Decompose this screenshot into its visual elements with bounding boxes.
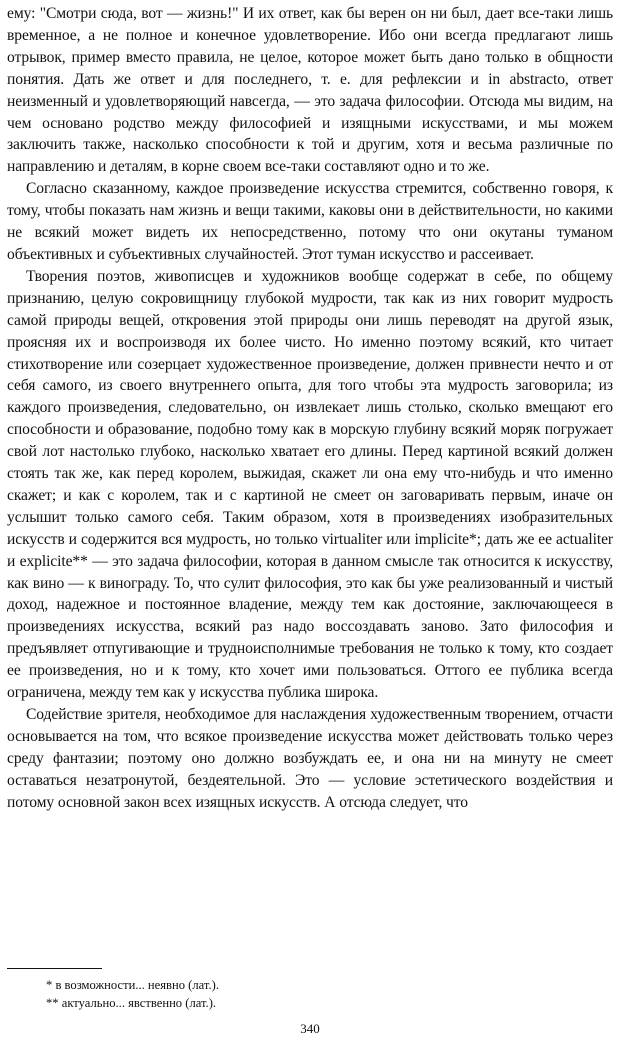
footnotes <box>46 976 219 1012</box>
page-number: 340 <box>300 1021 320 1036</box>
paragraph-2: Согласно сказанному, каждое произведение искусства стремится, собственно говоря, к тому, чтобы показать нам жизнь и вещи такими, каковы они в действительности, но какими не всякий может видеть их непосредственно, потому что они окутаны туманом объективных и субъективных случайностей. Этот туман искусство и рассеивает. <box>7 180 613 263</box>
paragraph-3: Творения поэтов, живописцев и художников вообще содержат в себе, по общему признанию, целую сокровищницу глубокой мудрости, так как из них говорит мудрость самой природы вещей, откровения этой природы они лишь переводят на другой язык, проясняя их и воспроизводя их более чисто. Но именно поэтому всякий, кто читает стихотворение или созерцает художественное произведение, должен привнести нечто и от себя самого, из своего внутреннего опыта, для того чтобы эта мудрость заговорила; из каждого произведения, следовательно, он извлекает лишь столько, сколько вмещают его способности и образование, подобно тому как в морскую глубину всякий моряк погружает свой лот настолько глубоко, насколько хватает его длины. Перед картиной всякий должен стоять так же, как перед королем, выжидая, скажет ли она ему что-нибудь и что именно скажет; и как с королем, так и с картиной не смеет он заговаривать первым, иначе он услышит только самого себя. Таким образом, хотя в произведениях изобразительных искусств и содержится вся мудрость, но только virtualiter или implicite*; дать же ее actualiter и explicite** — это задача философии, которая в данном смысле так относится к искусству, как вино — к винограду. То, что сулит философия, это как бы уже реализованный и чистый доход, надежное и постоянное владение, между тем как достояние, заключающееся в произведениях искусства, всякий раз надо воссоздавать заново. Зато философия и предъявляет отпугивающие и трудноисполнимые требования не только к тому, кто создает ее произведения, но и к тому, кто хочет ими пользоваться. Оттого ее публика всегда ограничена, между тем как у искусства публика широка. <box>7 267 613 702</box>
footnote-divider <box>7 968 102 969</box>
paragraph-4: Содействие зрителя, необходимое для наслаждения художественным творением, отчасти основывается на том, что всякое произведение искусства может действовать только через среду фантазии; поэтому оно должно возбуждать ее, и она ни на минуту не смеет оставаться незатронутой, бездеятельной. Это — условие эстетического воздействия и потому основной закон всех изящных искусств. А отсюда следует, что <box>7 706 613 811</box>
footnote-1: * в возможности... неявно (лат.). <box>46 978 219 992</box>
footnote-2: ** актуально... явственно (лат.). <box>46 996 217 1010</box>
body-text <box>7 3 613 814</box>
paragraph-1: ему: "Смотри сюда, вот — жизнь!" И их ответ, как бы верен он ни был, дает все-таки лишь временное, а не полное и конечное удовлетворение. Ибо они всегда предлагают лишь отрывок, пример вместо правила, не целое, которое может быть дано только в общности понятия. Дать же ответ и для последнего, т. е. для рефлексии и in abstracto, ответ неизменный и удовлетворяющий навсегда, — это задача философии. Отсюда мы видим, на чем основано родство между философией и изящными искусствами, и мы можем заключить также, насколько способности к той и другим, хотя и весьма различные по направлению и деталям, в корне своем все-таки составляют одно и то же. <box>7 5 613 176</box>
